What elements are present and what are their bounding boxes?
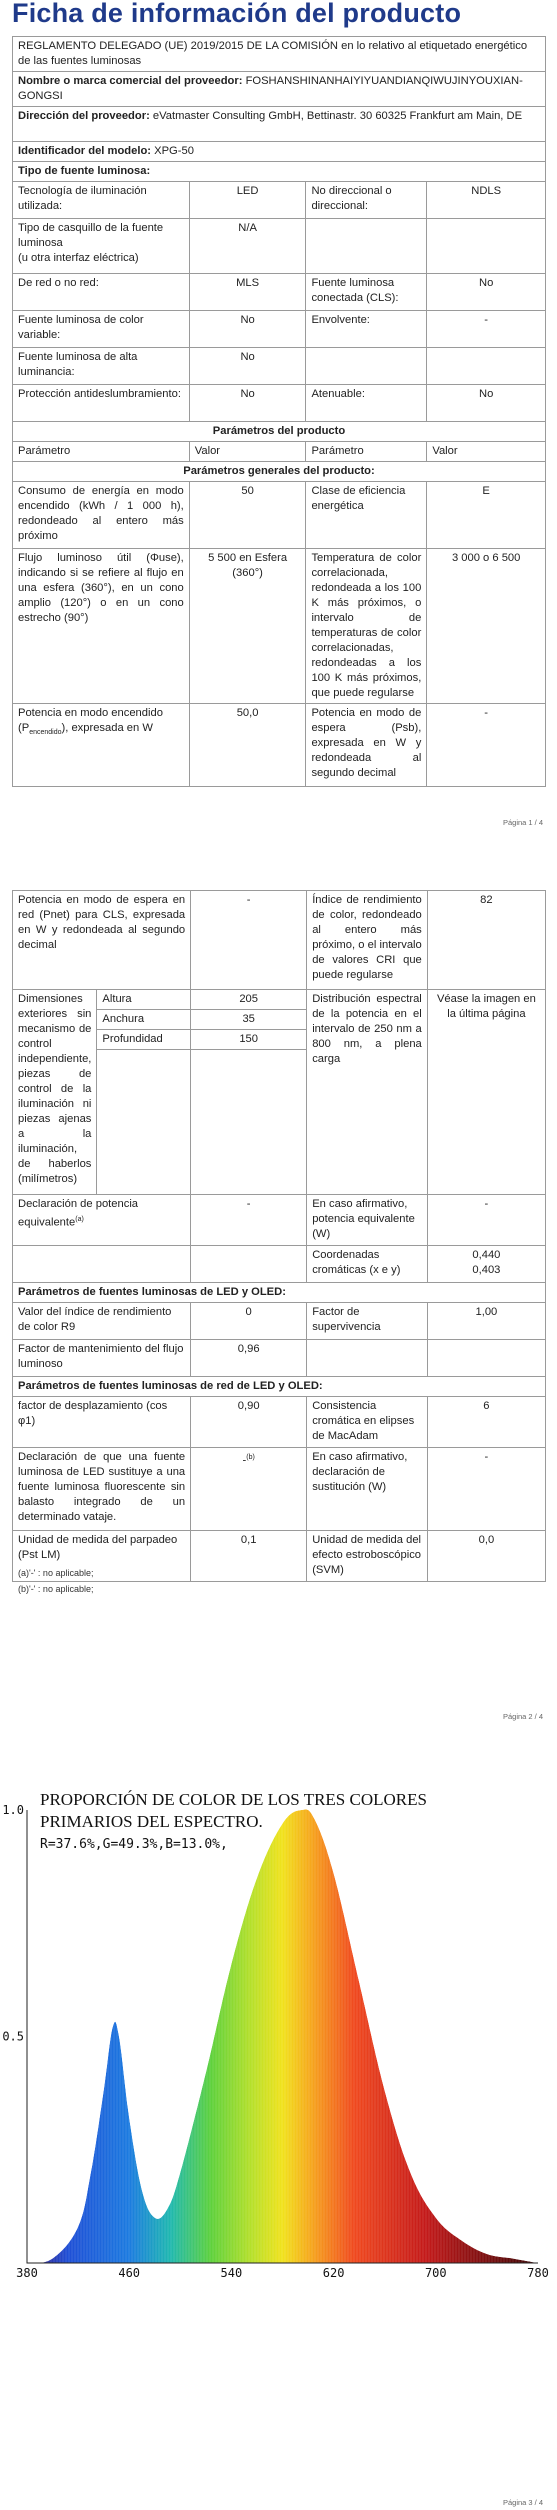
- x-tick-label: 780: [527, 2266, 549, 2280]
- dim-value: 205: [191, 990, 307, 1010]
- row-label: Unidad de medida del efecto estroboscópico (SVM): [307, 1531, 428, 1582]
- chart-title-line1: PROPORCIÓN DE COLOR DE LOS TRES COLORES: [40, 1790, 427, 1809]
- y-tick-label: 0.5: [2, 2029, 24, 2044]
- page-title: Ficha de información del producto: [12, 0, 462, 28]
- model-row: [13, 142, 546, 162]
- footnote-b: (b)'-' : no aplicable;: [18, 1584, 94, 1594]
- row-label: factor de desplazamiento (cos φ1): [13, 1397, 191, 1448]
- row-label: Clase de eficiencia energética: [306, 482, 427, 549]
- row-label: Envolvente:: [306, 311, 427, 348]
- row-label: En caso afirmativo, potencia equivalente (W): [307, 1195, 428, 1246]
- y-tick-label: 1.0: [2, 1803, 24, 1817]
- page-2: [0, 860, 557, 1760]
- row-label: Consistencia cromática en elipses de MacAdam: [307, 1397, 428, 1448]
- row-label: Protección antideslumbramiento:: [13, 385, 190, 422]
- general-params-header: Parámetros generales del producto:: [13, 462, 546, 482]
- dim-name: Altura: [97, 990, 191, 1010]
- row-label: Índice de rendimiento de color, redondeado al entero más próximo, o el intervalo de valores CRI que puede regularse: [307, 891, 428, 990]
- row-value: 0,96: [191, 1340, 307, 1377]
- page-number: Página 3 / 4: [502, 2498, 543, 2507]
- row-label: De red o no red:: [13, 274, 190, 311]
- equiv-note: (a): [75, 1216, 84, 1223]
- row-value: E: [427, 482, 546, 549]
- x-tick-label: 540: [220, 2266, 243, 2280]
- row-value: No: [427, 274, 546, 311]
- row-value: 6: [427, 1397, 545, 1448]
- row-label: Tipo de casquillo de la fuente luminosa (u otra interfaz eléctrica): [13, 219, 190, 274]
- row-value: 82: [427, 891, 545, 990]
- power-on-label-sub: encendido: [29, 729, 62, 737]
- row-value: N/A: [189, 219, 306, 274]
- row-label: Fuente luminosa conectada (CLS):: [306, 274, 427, 311]
- dim-value: 150: [191, 1030, 307, 1050]
- col-header-value: Valor: [189, 442, 306, 462]
- row-value: No: [427, 385, 546, 422]
- row-label: Fuente luminosa de alta luminancia:: [13, 348, 190, 385]
- footnote-a: (a)'-' : no aplicable;: [18, 1568, 94, 1578]
- row-label: Factor de mantenimiento del flujo luminoso: [13, 1340, 191, 1377]
- row-value: Véase la imagen en la última página: [427, 990, 545, 1195]
- row-value: No: [189, 385, 306, 422]
- row-value: 0,1: [191, 1531, 307, 1582]
- page-number: Página 1 / 4: [502, 818, 543, 827]
- regulation-text: REGLAMENTO DELEGADO (UE) 2019/2015 DE LA COMISIÓN en lo relativo al etiquetado energético de las fuentes luminosas: [13, 37, 546, 72]
- empty-cell: [13, 1246, 191, 1283]
- row-value: No: [189, 311, 306, 348]
- row-value: -: [427, 1448, 545, 1531]
- row-label: Potencia en modo de espera (Psb), expresada en W y redondeada al segundo decimal: [306, 704, 427, 787]
- power-on-label-b: ), expresada en W: [61, 722, 153, 734]
- row-label: Valor del índice de rendimiento de color R9: [13, 1303, 191, 1340]
- net-header: Parámetros de fuentes luminosas de red de LED y OLED:: [13, 1377, 546, 1397]
- supplier-name-value: FOSHANSHINANHAIYIYUANDIANQIWUJINYOUXIAN-GONGSI: [18, 75, 523, 102]
- dims-spacer: [191, 1050, 307, 1195]
- dim-name: Profundidad: [97, 1030, 191, 1050]
- row-value: NDLS: [427, 182, 546, 219]
- row-label: Fuente luminosa de color variable:: [13, 311, 190, 348]
- row-value: -: [191, 1195, 307, 1246]
- row-label: [13, 704, 190, 787]
- row-label: En caso afirmativo, declaración de sustitución (W): [307, 1448, 428, 1531]
- row-value: 3 000 o 6 500: [427, 549, 546, 704]
- col-header-param: Parámetro: [306, 442, 427, 462]
- chart-plot: [27, 1809, 538, 2263]
- chart-title-line2: PRIMARIOS DEL ESPECTRO.: [40, 1812, 263, 1831]
- col-header-value: Valor: [427, 442, 546, 462]
- row-value: 0: [191, 1303, 307, 1340]
- supplier-address-value: eVatmaster Consulting GmbH, Bettinastr. 30 60325 Frankfurt am Main, DE: [152, 110, 523, 122]
- row-label: Factor de supervivencia: [307, 1303, 428, 1340]
- supplier-address-label: Dirección del proveedor:: [18, 110, 150, 122]
- row-value: -: [191, 891, 307, 990]
- model-label: Identificador del modelo:: [18, 145, 152, 157]
- row-label: Tecnología de iluminación utilizada:: [13, 182, 190, 219]
- row-label: [306, 219, 427, 274]
- row-value: 1,00: [427, 1303, 545, 1340]
- supplier-address-row: [13, 107, 546, 142]
- chroma-x: 0,440: [472, 1249, 501, 1261]
- row-label: [13, 1195, 191, 1246]
- supplier-name-row: [13, 72, 546, 107]
- empty-cell: [191, 1246, 307, 1283]
- row-label: Temperatura de color correlacionada, redondeada a los 100 K más próximos, o intervalo de temperaturas de color correlacionadas, redondeadas a los 100 K más próximos, que puede regularse: [306, 549, 427, 704]
- row-label: No direccional o direccional:: [306, 182, 427, 219]
- row-value: -: [427, 1195, 545, 1246]
- source-type-header: Tipo de fuente luminosa:: [13, 162, 546, 182]
- dims-label: Dimensiones exteriores sin mecanismo de control independiente, piezas de control de la iluminación ni piezas ajenas a la iluminación, de haberlos (milímetros): [13, 990, 97, 1195]
- model-value: XPG-50: [154, 145, 194, 157]
- row-value: MLS: [189, 274, 306, 311]
- equiv-label: Declaración de potencia equivalente: [18, 1198, 139, 1229]
- dim-value: 35: [191, 1010, 307, 1030]
- product-info-table-2: [12, 890, 546, 1582]
- chroma-y: 0,403: [472, 1264, 501, 1276]
- row-label: Distribución espectral de la potencia en el intervalo de 250 nm a 800 nm, a plena carga: [307, 990, 428, 1195]
- row-label: Consumo de energía en modo encendido (kWh / 1 000 h), redondeado al entero más próximo: [13, 482, 190, 549]
- page-1: [0, 0, 557, 860]
- replace-note: (b): [246, 1454, 255, 1461]
- row-label: Unidad de medida del parpadeo (Pst LM): [13, 1531, 191, 1582]
- page-number: Página 2 / 4: [502, 1712, 543, 1721]
- row-value: [427, 348, 546, 385]
- row-value: [427, 1340, 545, 1377]
- x-tick-label: 700: [424, 2266, 447, 2280]
- chart-subtitle: R=37.6%,G=49.3%,B=13.0%,: [40, 1837, 228, 1852]
- row-label: Potencia en modo de espera en red (Pnet) para CLS, expresada en W y redondeada al segundo decimal: [13, 891, 191, 990]
- row-value: [427, 1246, 545, 1283]
- row-value: 0,90: [191, 1397, 307, 1448]
- row-value: 50: [189, 482, 306, 549]
- page-3: [0, 1760, 557, 2510]
- x-tick-label: 460: [118, 2266, 141, 2280]
- row-label: Atenuable:: [306, 385, 427, 422]
- row-value: -: [427, 704, 546, 787]
- row-value: -: [427, 311, 546, 348]
- row-label: Flujo luminoso útil (Φuse), indicando si se refiere al flujo en una esfera (360°), en un cono amplio (120°) o en un cono estrecho (90°): [13, 549, 190, 704]
- spectrum-chart: [0, 1760, 557, 2510]
- row-value: [191, 1448, 307, 1531]
- x-tick-label: 620: [322, 2266, 345, 2280]
- row-label: Coordenadas cromáticas (x e y): [307, 1246, 428, 1283]
- row-label: [307, 1340, 428, 1377]
- row-value: 5 500 en Esfera (360°): [189, 549, 306, 704]
- product-info-table: [12, 36, 546, 787]
- product-params-header: Parámetros del producto: [13, 422, 546, 442]
- replace-value: -: [242, 1454, 247, 1467]
- row-label: [306, 348, 427, 385]
- dims-spacer: [97, 1050, 191, 1195]
- row-value: 50,0: [189, 704, 306, 787]
- row-value: 0,0: [427, 1531, 545, 1582]
- x-tick-label: 380: [16, 2266, 38, 2280]
- row-value: [427, 219, 546, 274]
- power-on-label-a: Potencia en modo encendido (P: [18, 707, 163, 734]
- col-header-param: Parámetro: [13, 442, 190, 462]
- dim-name: Anchura: [97, 1010, 191, 1030]
- row-value: No: [189, 348, 306, 385]
- led-header: Parámetros de fuentes luminosas de LED y OLED:: [13, 1283, 546, 1303]
- row-value: LED: [189, 182, 306, 219]
- supplier-name-label: Nombre o marca comercial del proveedor:: [18, 75, 243, 87]
- row-label: Declaración de que una fuente luminosa de LED sustituye a una fuente luminosa fluorescente sin balasto integrado de un determinado vataje.: [13, 1448, 191, 1531]
